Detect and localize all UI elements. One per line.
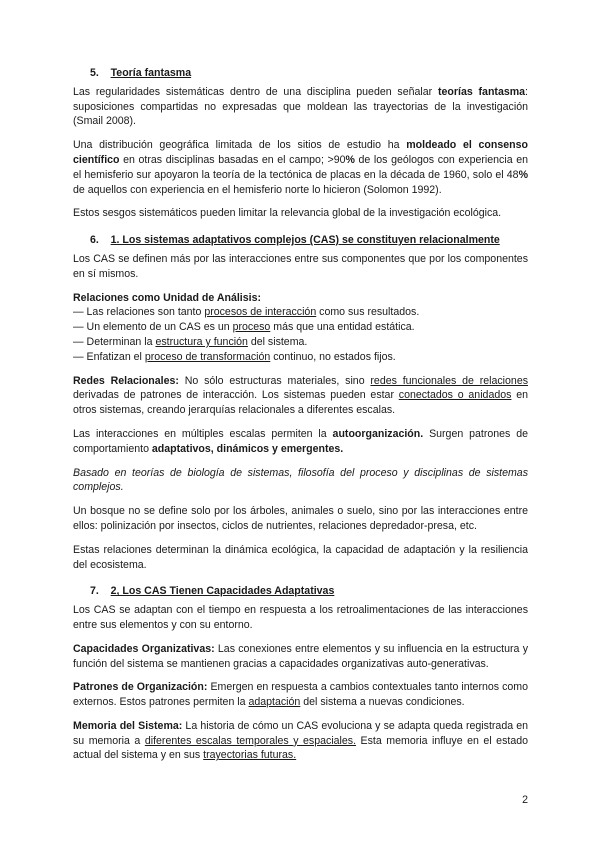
- list-item: — Determinan la estructura y función del sistema.: [73, 335, 308, 348]
- paragraph: Memoria del Sistema: La historia de cómo un CAS evoluciona y se adapta queda registrada en su memoria a diferentes escalas temporales y espaciales. Esta memoria influye en el estado actual del sistema y en sus trayectorias futuras.: [73, 719, 529, 762]
- paragraph: Una distribución geográfica limitada de los sitios de estudio ha moldeado el consenso científico en otras disciplinas basadas en el campo; >90% de los geólogos con experiencia en el hemisferio sur apoyaron la teoría de la tectónica de placas en la década de 1960, solo el 48% de aquellos con experiencia en el hemisferio norte lo hicieron (Solomon 1992).: [73, 139, 529, 196]
- list-item: — Un elemento de un CAS es un proceso más que una entidad estática.: [73, 321, 415, 334]
- section-number: 5.: [90, 67, 99, 79]
- document-page: [73, 66, 528, 763]
- list-item: — Las relaciones son tanto procesos de interacción como sus resultados.: [73, 306, 420, 319]
- section-6-heading: [90, 233, 528, 248]
- paragraph: Redes Relacionales: No sólo estructuras materiales, sino redes funcionales de relaciones derivadas de patrones de interacción. Los sistemas pueden estar conectados o anidados en otros sistemas, creando jerarquías relacionales a diferentes escalas.: [73, 374, 529, 417]
- paragraph: Estas relaciones determinan la dinámica ecológica, la capacidad de adaptación y la resiliencia del ecosistema.: [73, 543, 528, 571]
- paragraph: Capacidades Organizativas: Las conexiones entre elementos y su influencia en la estructura y función del sistema se mantienen gracias a capacidades organizativas auto-generativas.: [73, 642, 528, 670]
- paragraph: Las regularidades sistemáticas dentro de una disciplina pueden señalar teorías fantasma: suposiciones compartidas no expresadas que moldean las trayectorias de la investigación (Smail 2008).: [73, 85, 528, 128]
- paragraph: Un bosque no se define solo por los árboles, animales o suelo, sino por las interacciones entre ellos: polinización por insectos, ciclos de nutrientes, relaciones depredador-presa, etc.: [73, 505, 528, 532]
- italic-note: Basado en teorías de biología de sistemas, filosofía del proceso y disciplinas de sistemas complejos.: [73, 466, 528, 494]
- paragraph: Patrones de Organización: Emergen en respuesta a cambios contextuales tanto internos como externos. Estos patrones permiten la adaptación del sistema a nuevas condiciones.: [73, 681, 528, 709]
- list-item: — Enfatizan el proceso de transformación continuo, no estados fijos.: [73, 350, 396, 363]
- page-number: 2: [522, 794, 528, 806]
- section-title: Teoría fantasma: [110, 67, 192, 79]
- section-title: 2, Los CAS Tienen Capacidades Adaptativas: [110, 585, 335, 598]
- section-7-heading: [90, 584, 528, 599]
- section-5-heading: [90, 66, 528, 81]
- paragraph: Las interacciones en múltiples escalas permiten la autoorganización. Surgen patrones de comportamiento adaptativos, dinámicos y emergentes.: [73, 427, 528, 455]
- paragraph: Estos sesgos sistemáticos pueden limitar la relevancia global de la investigación ecológica.: [73, 207, 502, 220]
- paragraph: Los CAS se adaptan con el tiempo en respuesta a los retroalimentaciones de las interacciones entre sus elementos y con su entorno.: [73, 604, 528, 631]
- paragraph: Los CAS se definen más por las interacciones entre sus componentes que por los componentes en sí mismos.: [73, 252, 528, 280]
- subheading: Relaciones como Unidad de Análisis:: [73, 291, 261, 304]
- section-number: 6.: [90, 234, 99, 247]
- section-number: 7.: [90, 585, 99, 598]
- section-title: 1. Los sistemas adaptativos complejos (CAS) se constituyen relacionalmente: [110, 234, 500, 247]
